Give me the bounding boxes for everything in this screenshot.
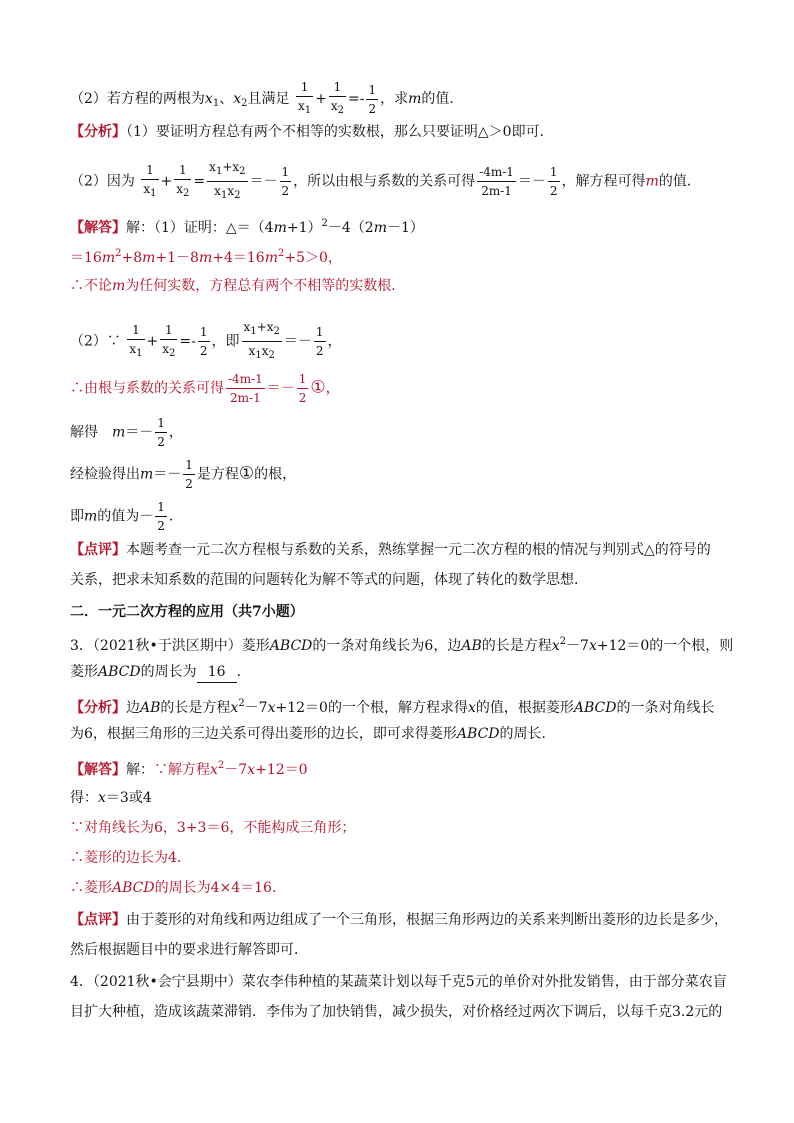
solution-line: ∴菱形ABCD的周长为4×4＝16． <box>70 880 286 896</box>
solution-line: 解得 m＝－ $\frac{1}{2}$ ， <box>70 416 183 449</box>
fraction: $\frac{-4m-1}{2m-1}$ <box>228 372 263 405</box>
fraction: $\frac{1}{x_1}$ <box>143 162 157 199</box>
comment-1-cont: 关系，把求未知系数的范围的问题转化为解不等式的问题，体现了转化的数学思想． <box>70 572 588 588</box>
fraction: $\frac{-4m-1}{2m-1}$ <box>479 165 514 198</box>
comment-3: 【点评】由于菱形的对角线和两边组成了一个三角形，根据三角形两边的关系来判断出菱形的边长是多少， <box>70 912 728 928</box>
comment-tag: 【点评】 <box>70 912 126 928</box>
solution-line: $=16m^2+8m+1-8m+4=16m^2+5>0$， <box>70 248 342 266</box>
fraction: $\frac{1}{x_2}$ <box>330 80 344 116</box>
solution-3: 【解答】解：∵解方程$x^2-7x+12=0$ <box>70 760 308 778</box>
fraction: $\frac{1}{x_1}$ <box>297 80 312 116</box>
solution-line: ∴不论m为任何实数，方程总有两个不相等的实数根． <box>70 278 406 294</box>
analysis-3: 【分析】边AB的长是方程$x^2-7x+12=0$的一个根，解方程求得x的值，根据菱形ABCD的一条对角线长 <box>70 698 715 716</box>
analysis-1: 【分析】（1）要证明方程总有两个不相等的实数根，那么只要证明△＞0即可． <box>70 124 554 140</box>
fraction: $\frac{x_1+x_2}{x_1x_2}$ <box>209 160 246 201</box>
fraction: $\frac{1}{2}$ <box>281 165 290 198</box>
fraction: $\frac{1}{2}$ <box>157 416 165 449</box>
question-4-cont: 目扩大种植，造成该蔬菜滞销．李伟为了加快销售，减少损失，对价格经过两次下调后，以每千克3.2元的 <box>70 1004 723 1020</box>
fraction: $\frac{1}{2}$ <box>298 372 307 405</box>
solution-line: ∴菱形的边长为4． <box>70 850 191 866</box>
analysis-tag: 【分析】 <box>70 700 126 716</box>
question-4: 4．（2021秋•会宁县期中）菜农李伟种植的某蔬菜计划以每千克5元的单价对外批发销售，由于部分菜农盲 <box>70 974 727 990</box>
solution-line: （2）∵ $\frac{1}{x_1}$ + $\frac{1}{x_2}$ =- $\frac{1}{2}$ ，即 $\frac{x_1+x_2}{x_1x_2}$ ＝－ $\frac{1}{2}$ ， <box>70 318 342 365</box>
solution-line: ∴由根与系数的关系可得 $\frac{-4m-1}{2m-1}$ ＝－ $\frac{1}{2}$ ①， <box>70 372 340 405</box>
fraction: $\frac{1}{2}$ <box>157 500 165 533</box>
question-3: 3．（2021秋•于洪区期中）菱形ABCD的一条对角线长为6，边AB的长是方程$x^2-7x+12=0$的一个根，则 <box>70 636 734 654</box>
solution-line: 即m的值为－ $\frac{1}{2}$ ． <box>70 500 183 533</box>
comment-tag: 【点评】 <box>70 542 126 558</box>
question-3-cont: 菱形ABCD的周长为 16 ． <box>70 662 251 683</box>
analysis-tag: 【分析】 <box>70 124 126 140</box>
solution-line: ∵对角线长为6，3+3＝6，不能构成三角形； <box>70 820 356 836</box>
fraction: $\frac{1}{2}$ <box>315 325 324 358</box>
fraction: $\frac{1}{2}$ <box>549 165 558 198</box>
fraction: $\frac{1}{x_2}$ <box>176 162 190 199</box>
fraction: $\frac{x_1+x_2}{x_1x_2}$ <box>243 320 280 361</box>
analysis-2: （2）因为 $\frac{1}{x_1}$ + $\frac{1}{x_2}$ = $\frac{x_1+x_2}{x_1x_2}$ ＝－ $\frac{1}{2}$ ，所以由根与系数的关系可得 $\frac{-4m-1}{2m-1}$ ＝－ $\frac{1}{2}$ ，解方程可得m的值． <box>70 158 701 205</box>
fraction: $\frac{1}{x_1}$ <box>129 322 143 359</box>
fraction: $\frac{1}{2}$ <box>199 325 208 358</box>
section-heading: 二．一元二次方程的应用（共7小题） <box>70 604 304 620</box>
fraction: $\frac{1}{2}$ <box>368 82 377 116</box>
solution-line: 得：x＝3或4 <box>70 790 152 806</box>
comment-1: 【点评】本题考查一元二次方程根与系数的关系，熟练掌握一元二次方程的根的情况与判别式△的符号的 <box>70 542 711 558</box>
question-2-line: （2）若方程的两根为$x_1$、$x_2$且满足 $\frac{1}{x_1}$ + $\frac{1}{x_2}$ =- $\frac{1}{2}$ ，求m的值． <box>70 78 463 120</box>
fraction: $\frac{1}{2}$ <box>185 458 193 491</box>
analysis-3-cont: 为6，根据三角形的三边关系可得出菱形的边长，即可求得菱形ABCD的周长． <box>70 726 556 742</box>
comment-3-cont: 然后根据题目中的要求进行解答即可． <box>70 942 308 958</box>
solution-line: 经检验得出m＝－ $\frac{1}{2}$ 是方程①的根， <box>70 458 297 491</box>
solution-tag: 【解答】 <box>70 762 126 778</box>
fraction: $\frac{1}{x_2}$ <box>162 322 176 359</box>
answer-blank: 16 <box>197 662 237 683</box>
solution-tag: 【解答】 <box>70 220 126 236</box>
solution-1: 【解答】解：（1）证明：$\triangle=(4m+1)^2-4(2m-1)$ <box>70 218 424 236</box>
